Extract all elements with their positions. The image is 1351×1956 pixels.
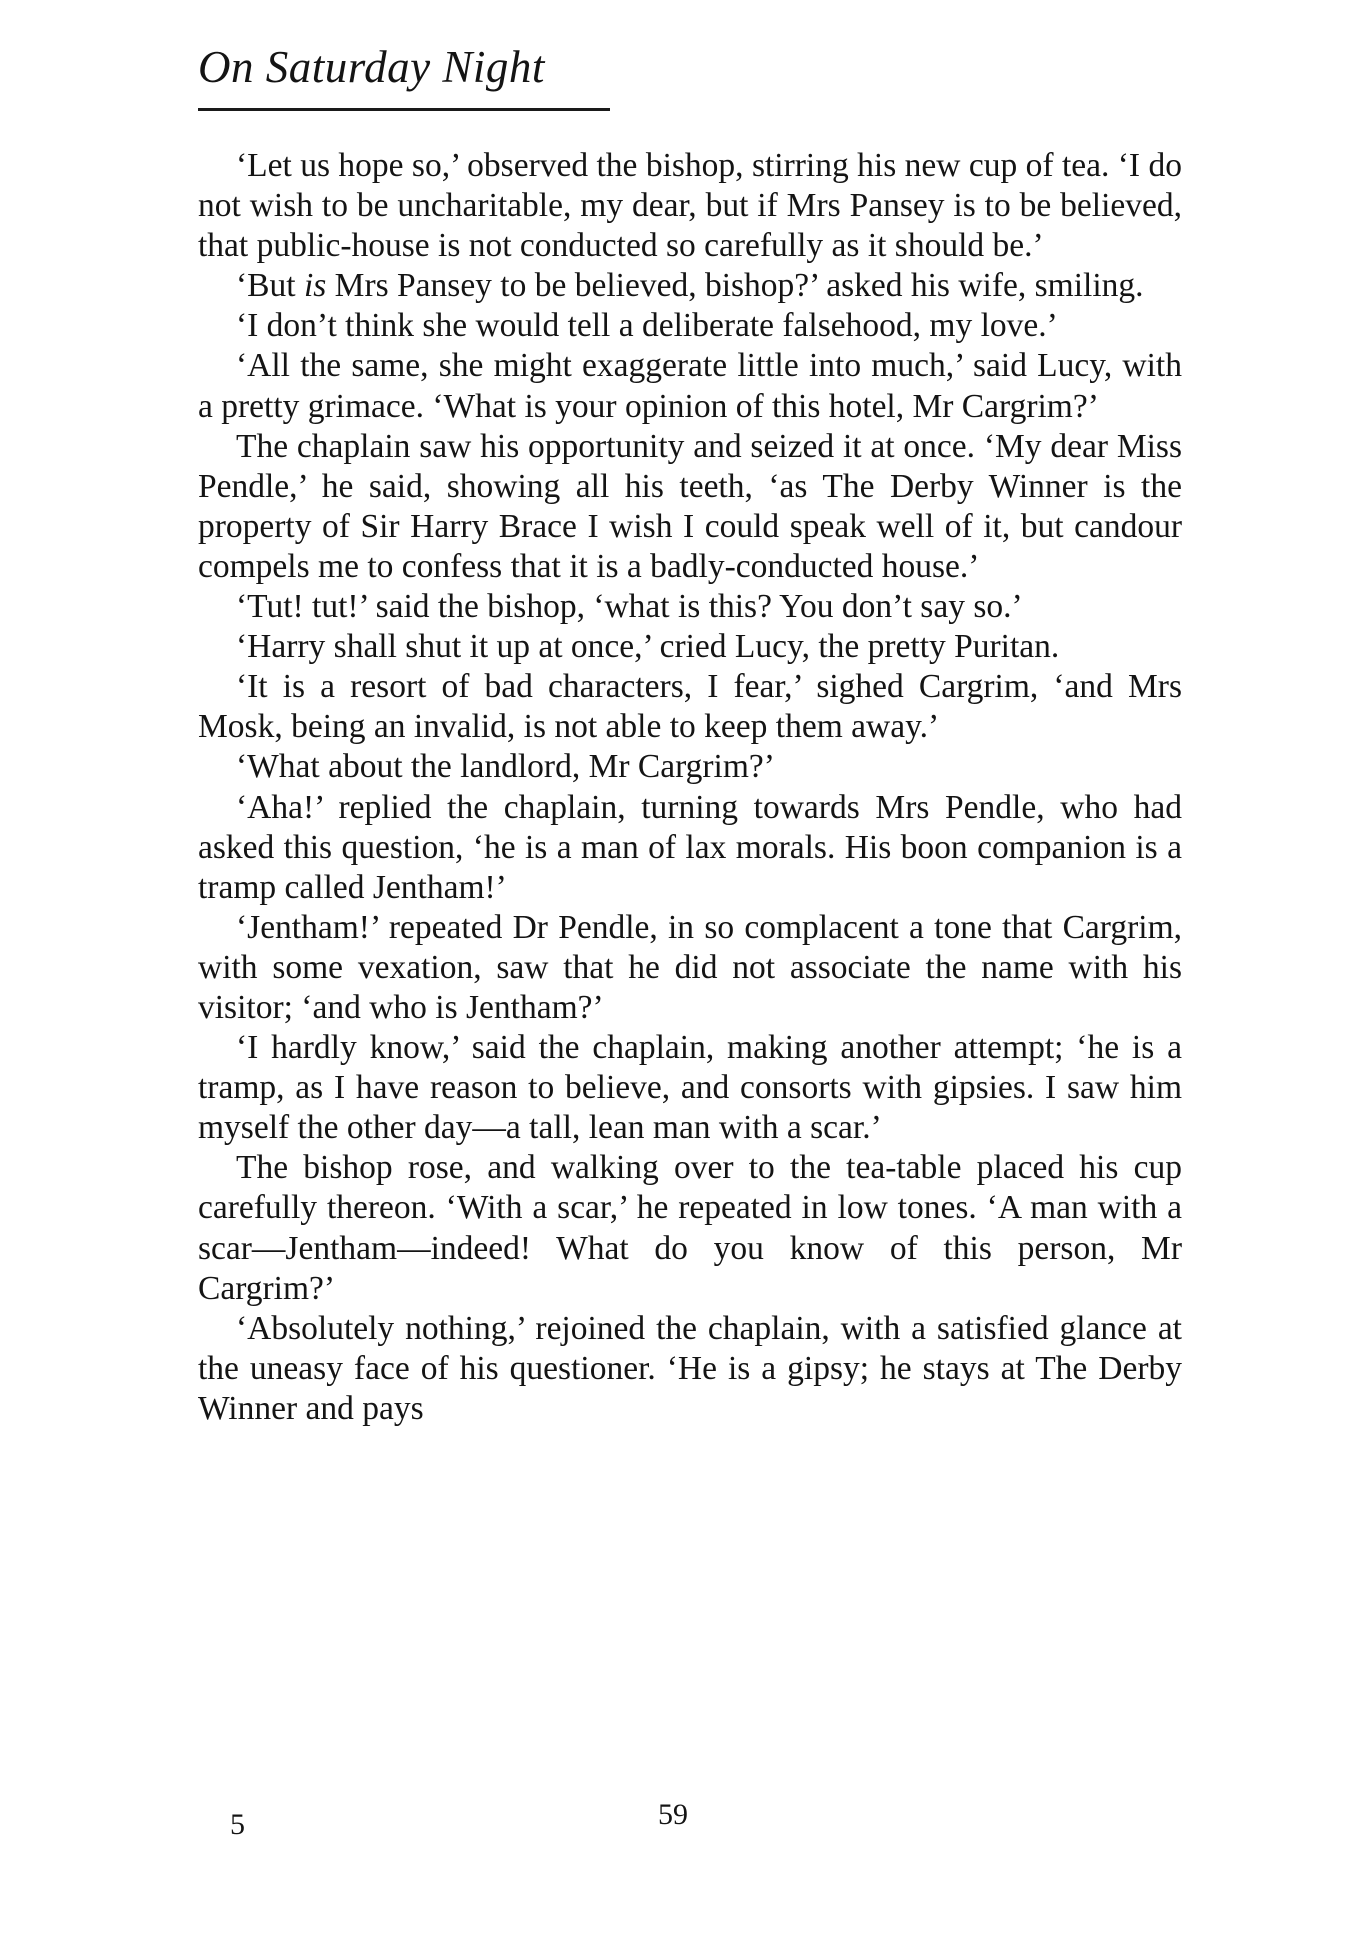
- paragraph: ‘I hardly know,’ said the chaplain, making another attempt; ‘he is a tramp, as I have reason to believe, and consorts with gipsies. I saw him myself the other day—a tall, lean man with a scar.’: [198, 1029, 1182, 1147]
- paragraph-text: ‘But: [236, 267, 304, 305]
- paragraph: ‘All the same, she might exaggerate little into much,’ said Lucy, with a pretty grimace. ‘What is your opinion of this hotel, Mr Cargrim?’: [198, 347, 1182, 425]
- paragraph: ‘Let us hope so,’ observed the bishop, stirring his new cup of tea. ‘I do not wish to be uncharitable, my dear, but if Mrs Pansey is to be believed, that public-house is not conducted so carefully as it should be.’: [198, 147, 1182, 265]
- paragraph: ‘Aha!’ replied the chaplain, turning towards Mrs Pendle, who had asked this question, ‘he is a man of lax morals. His boon companion is a tramp called Jentham!’: [198, 788, 1182, 906]
- paragraph: ‘Absolutely nothing,’ rejoined the chaplain, with a satisfied glance at the uneasy face of his questioner. ‘He is a gipsy; he stays at The Derby Winner and pays: [198, 1309, 1182, 1427]
- header-rule: [198, 108, 610, 111]
- page-number: 59: [658, 1798, 688, 1831]
- paragraph-text: Mrs Pansey to be believed, bishop?’ asked his wife, smiling.: [326, 267, 1144, 305]
- body-text: [198, 146, 1182, 1429]
- paragraph: ‘It is a resort of bad characters, I fear,’ sighed Cargrim, ‘and Mrs Mosk, being an invalid, is not able to keep them away.’: [198, 668, 1182, 746]
- paragraph: The bishop rose, and walking over to the tea-table placed his cup carefully thereon. ‘With a scar,’ he repeated in low tones. ‘A man with a scar—Jentham—indeed! What do you know of this person, Mr Cargrim?’: [198, 1149, 1182, 1307]
- paragraph: ‘Jentham!’ repeated Dr Pendle, in so complacent a tone that Cargrim, with some vexation, saw that he did not associate the name with his visitor; ‘and who is Jentham?’: [198, 908, 1182, 1026]
- paragraph: ‘Tut! tut!’ said the bishop, ‘what is this? You don’t say so.’: [236, 588, 1023, 626]
- running-title: On Saturday Night: [198, 42, 545, 92]
- paragraph: [198, 266, 1182, 306]
- paragraph: ‘Harry shall shut it up at once,’ cried Lucy, the pretty Puritan.: [236, 628, 1060, 666]
- emphasis-text: is: [303, 267, 327, 305]
- signature-mark: 5: [230, 1808, 245, 1841]
- paragraph: ‘I don’t think she would tell a deliberate falsehood, my love.’: [236, 307, 1058, 345]
- paragraph: The chaplain saw his opportunity and seized it at once. ‘My dear Miss Pendle,’ he said, showing all his teeth, ‘as The Derby Winner is the property of Sir Harry Brace I wish I could speak well of it, but candour compels me to confess that it is a badly-conducted house.’: [198, 427, 1182, 585]
- paragraph: ‘What about the landlord, Mr Cargrim?’: [236, 748, 775, 786]
